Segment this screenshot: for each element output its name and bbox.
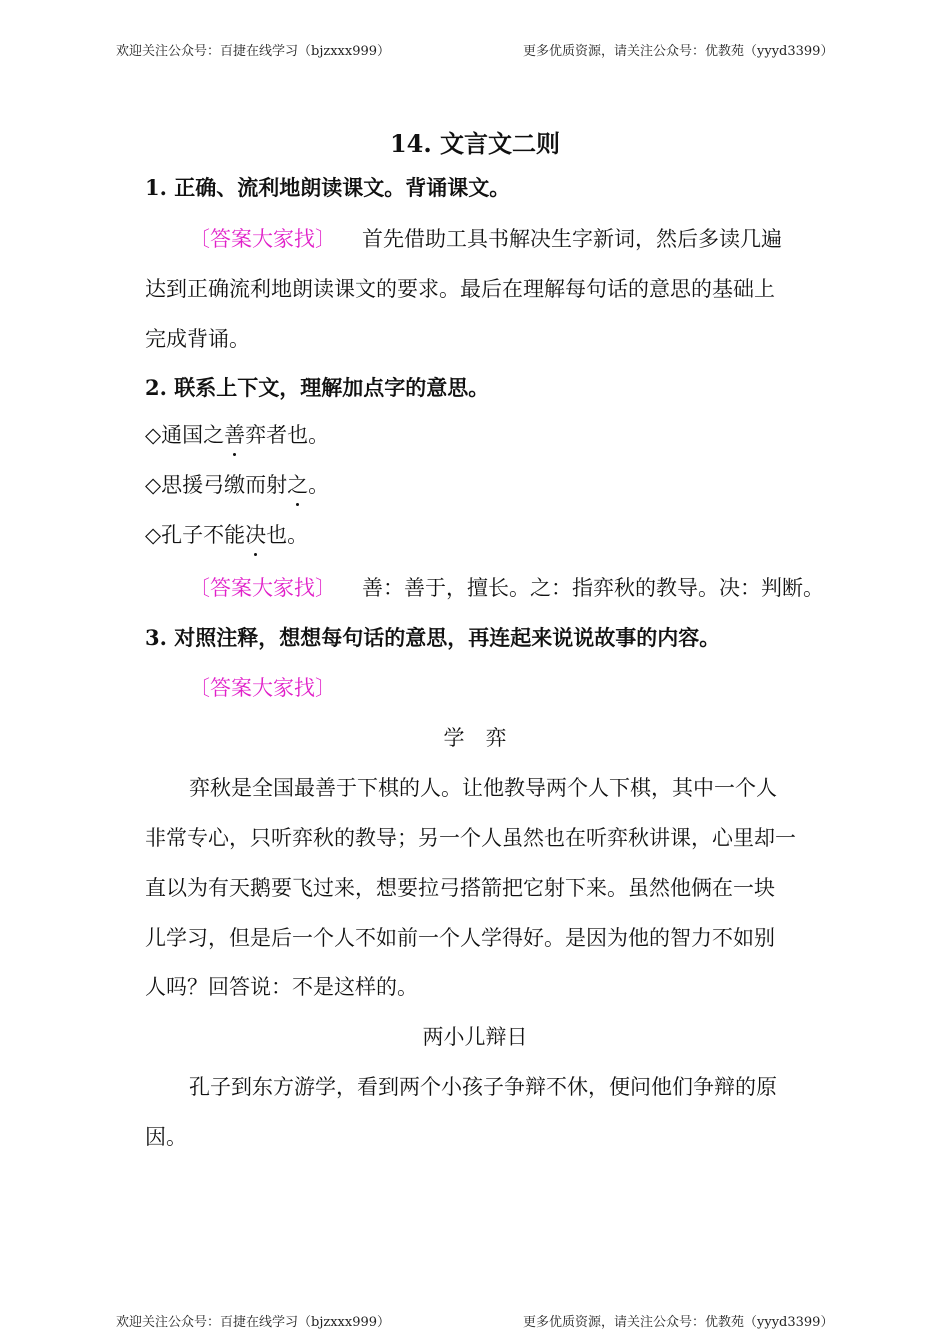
- story-2-line: 因。: [145, 1125, 187, 1149]
- q2-item-1: [145, 420, 815, 450]
- answer-2-text: 善：善于，擅长。之：指弈秋的教导。决：判断。: [362, 576, 824, 600]
- answer-3-tag-line: [189, 673, 859, 703]
- story-1-line: 弈秋是全国最善于下棋的人。让他教导两个人下棋，其中一个人: [189, 776, 777, 800]
- answer-tag: 〔答案大家找〕: [189, 676, 336, 700]
- answer-tag: 〔答案大家找〕: [189, 576, 336, 600]
- question-3: 3. 对照注释，想想每句话的意思，再连起来说说故事的内容。: [145, 625, 721, 650]
- q2-item-3: [145, 520, 815, 550]
- story-1-line: 直以为有天鹅要飞过来，想要拉弓搭箭把它射下来。虽然他俩在一块: [145, 876, 775, 900]
- dotted-char: 决: [245, 520, 266, 550]
- story-1-line: 人吗？回答说：不是这样的。: [145, 975, 418, 999]
- page-title: 14. 文言文二则: [389, 129, 561, 158]
- q2-item-2-before: ◇思援弓缴而射: [145, 473, 288, 497]
- answer-1-line-1: [189, 224, 859, 254]
- dotted-char: 善: [224, 420, 245, 450]
- story-2-line: 孔子到东方游学，看到两个小孩子争辩不休，便问他们争辩的原: [189, 1075, 777, 1099]
- header-left-text: 欢迎关注公众号：百捷在线学习（bjzxxx999）: [116, 44, 391, 59]
- q2-item-3-after: 也。: [266, 523, 309, 547]
- header-right-text: 更多优质资源，请关注公众号：优教苑（yyyd3399）: [523, 44, 834, 59]
- question-1: 1. 正确、流利地朗读课文。背诵课文。: [145, 175, 511, 200]
- q2-item-2-after: 。: [308, 473, 330, 497]
- story-1-title: 学 弈: [443, 726, 507, 750]
- dotted-char: 之: [287, 470, 308, 500]
- story-1-line: 非常专心，只听弈秋的教导；另一个人虽然也在听弈秋讲课，心里却一: [145, 826, 796, 850]
- answer-tag: 〔答案大家找〕: [189, 227, 336, 251]
- story-1-line: 儿学习，但是后一个人不如前一个人学得好。是因为他的智力不如别: [145, 926, 775, 950]
- q2-item-1-after: 弈者也。: [245, 423, 330, 447]
- answer-1-text: 首先借助工具书解决生字新词，然后多读几遍: [362, 227, 782, 251]
- q2-item-1-before: ◇通国之: [145, 423, 225, 447]
- story-2-title: 两小儿辩日: [422, 1025, 528, 1049]
- footer-left-text: 欢迎关注公众号：百捷在线学习（bjzxxx999）: [116, 1315, 391, 1330]
- question-2: 2. 联系上下文，理解加点字的意思。: [145, 375, 490, 400]
- answer-1-line-2: 达到正确流利地朗读课文的要求。最后在理解每句话的意思的基础上: [145, 277, 775, 301]
- answer-1-line-3: 完成背诵。: [145, 327, 250, 351]
- footer-right-text: 更多优质资源，请关注公众号：优教苑（yyyd3399）: [523, 1315, 834, 1330]
- answer-2-line: [189, 573, 859, 603]
- q2-item-2: [145, 470, 815, 500]
- q2-item-3-before: ◇孔子不能: [145, 523, 246, 547]
